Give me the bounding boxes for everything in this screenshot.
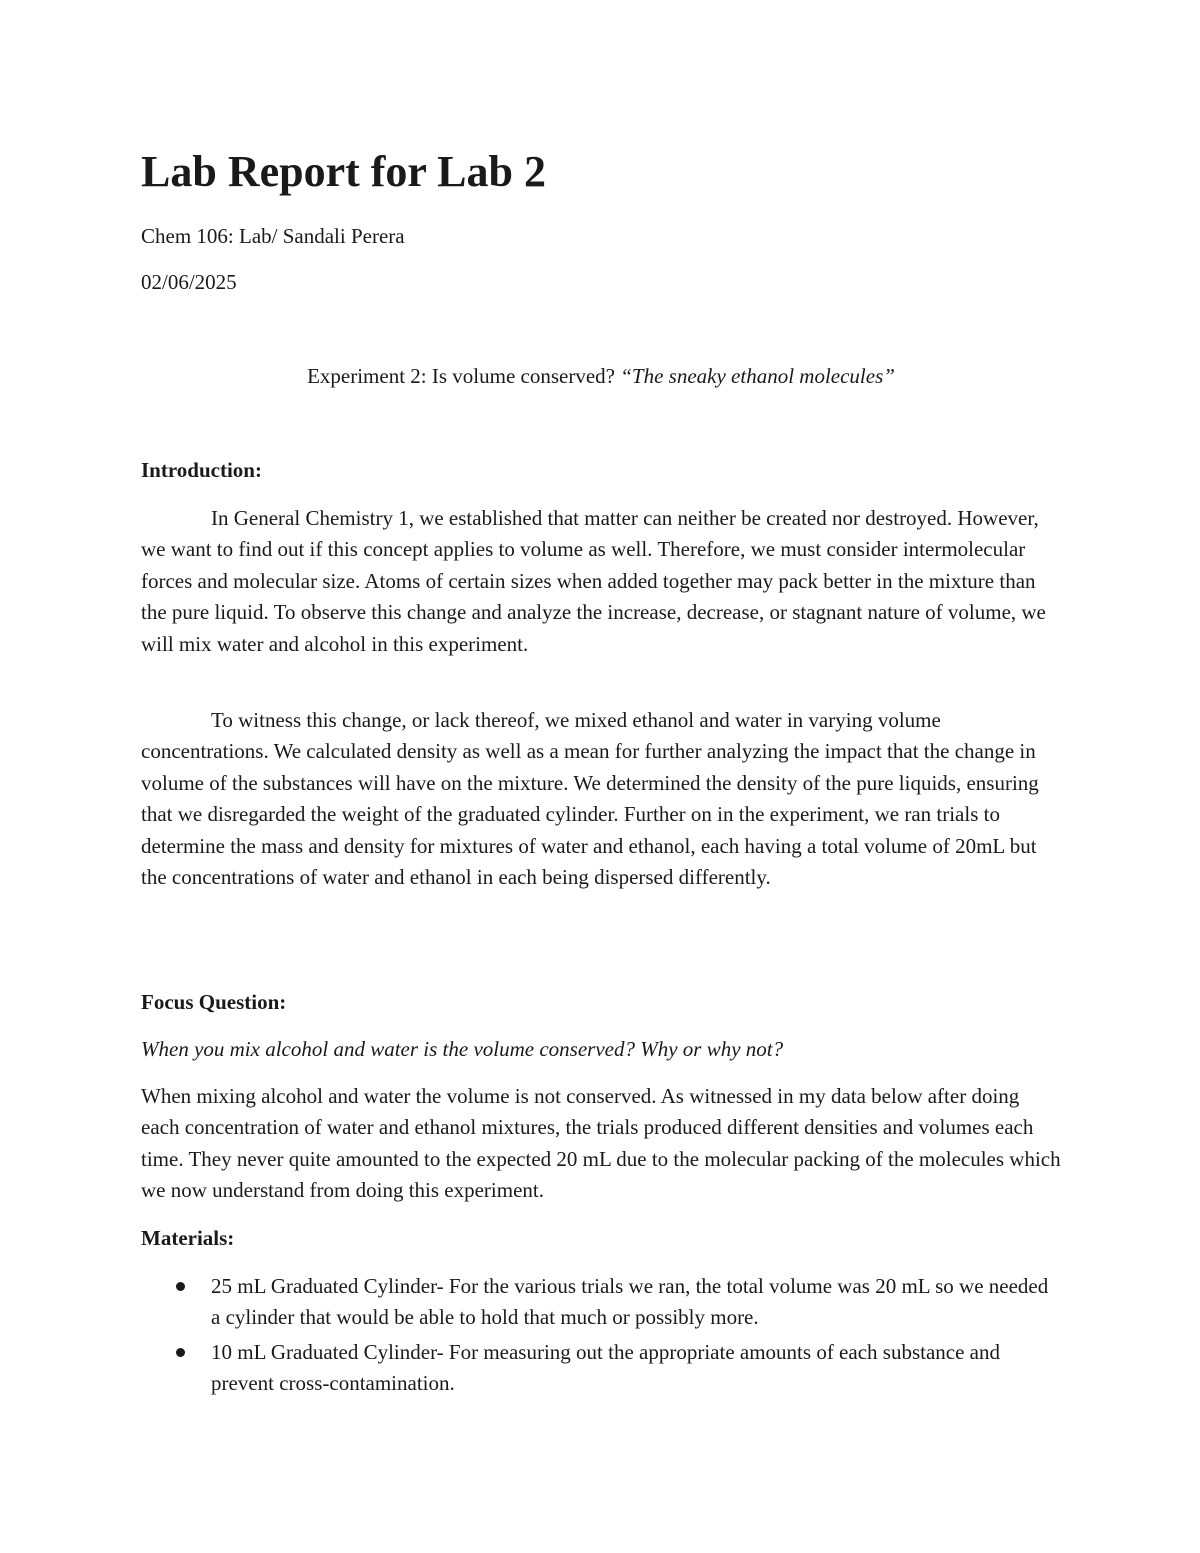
bullet-icon [176, 1282, 185, 1291]
introduction-heading: Introduction: [141, 458, 262, 482]
materials-item-text: 10 mL Graduated Cylinder- For measuring out the appropriate amounts of each substance and prevent cross-contamination. [211, 1339, 1000, 1396]
materials-heading: Materials: [141, 1226, 235, 1250]
focus-answer: When mixing alcohol and water the volume is not conserved. As witnessed in my data below after doing each concentration of water and ethanol mixtures, the trials produced different densities and volumes each time. They never quite amounted to the expected 20 mL due to the molecular packing of the molecules which we now understand from doing this experiment. [141, 1084, 1061, 1203]
report-date: 02/06/2025 [141, 270, 237, 294]
bullet-icon [176, 1348, 185, 1357]
experiment-title-quote: “The sneaky ethanol molecules” [620, 364, 895, 388]
document-title: Lab Report for Lab 2 [141, 147, 546, 196]
materials-list-item [141, 1271, 1061, 1334]
materials-list-item [141, 1337, 1061, 1400]
course-line: Chem 106: Lab/ Sandali Perera [141, 224, 405, 248]
experiment-title-prefix: Experiment 2: Is volume conserved? [307, 364, 621, 388]
focus-question: When you mix alcohol and water is the volume conserved? Why or why not? [141, 1037, 784, 1061]
materials-list [141, 1271, 1061, 1403]
introduction-paragraph-1: In General Chemistry 1, we established that matter can neither be created nor destroyed. However, we want to find out if this concept applies to volume as well. Therefore, we must consider intermolecular forces and molecular size. Atoms of certain sizes when added together may pack better in the mixture than the pure liquid. To observe this change and analyze the increase, decrease, or stagnant nature of volume, we will mix water and alcohol in this experiment. [141, 506, 1046, 656]
materials-item-text: 25 mL Graduated Cylinder- For the various trials we ran, the total volume was 20 mL so we needed a cylinder that would be able to hold that much or possibly more. [211, 1274, 1049, 1330]
focus-question-heading: Focus Question: [141, 990, 287, 1014]
introduction-paragraph-2: To witness this change, or lack thereof, we mixed ethanol and water in varying volume concentrations. We calculated density as well as a mean for further analyzing the impact that the change in volume of the substances will have on the mixture. We determined the density of the pure liquids, ensuring that we disregarded the weight of the graduated cylinder. Further on in the experiment, we ran trials to determine the mass and density for mixtures of water and ethanol, each having a total volume of 20mL but the concentrations of water and ethanol in each being dispersed differently. [141, 708, 1039, 890]
experiment-title [141, 362, 1061, 390]
